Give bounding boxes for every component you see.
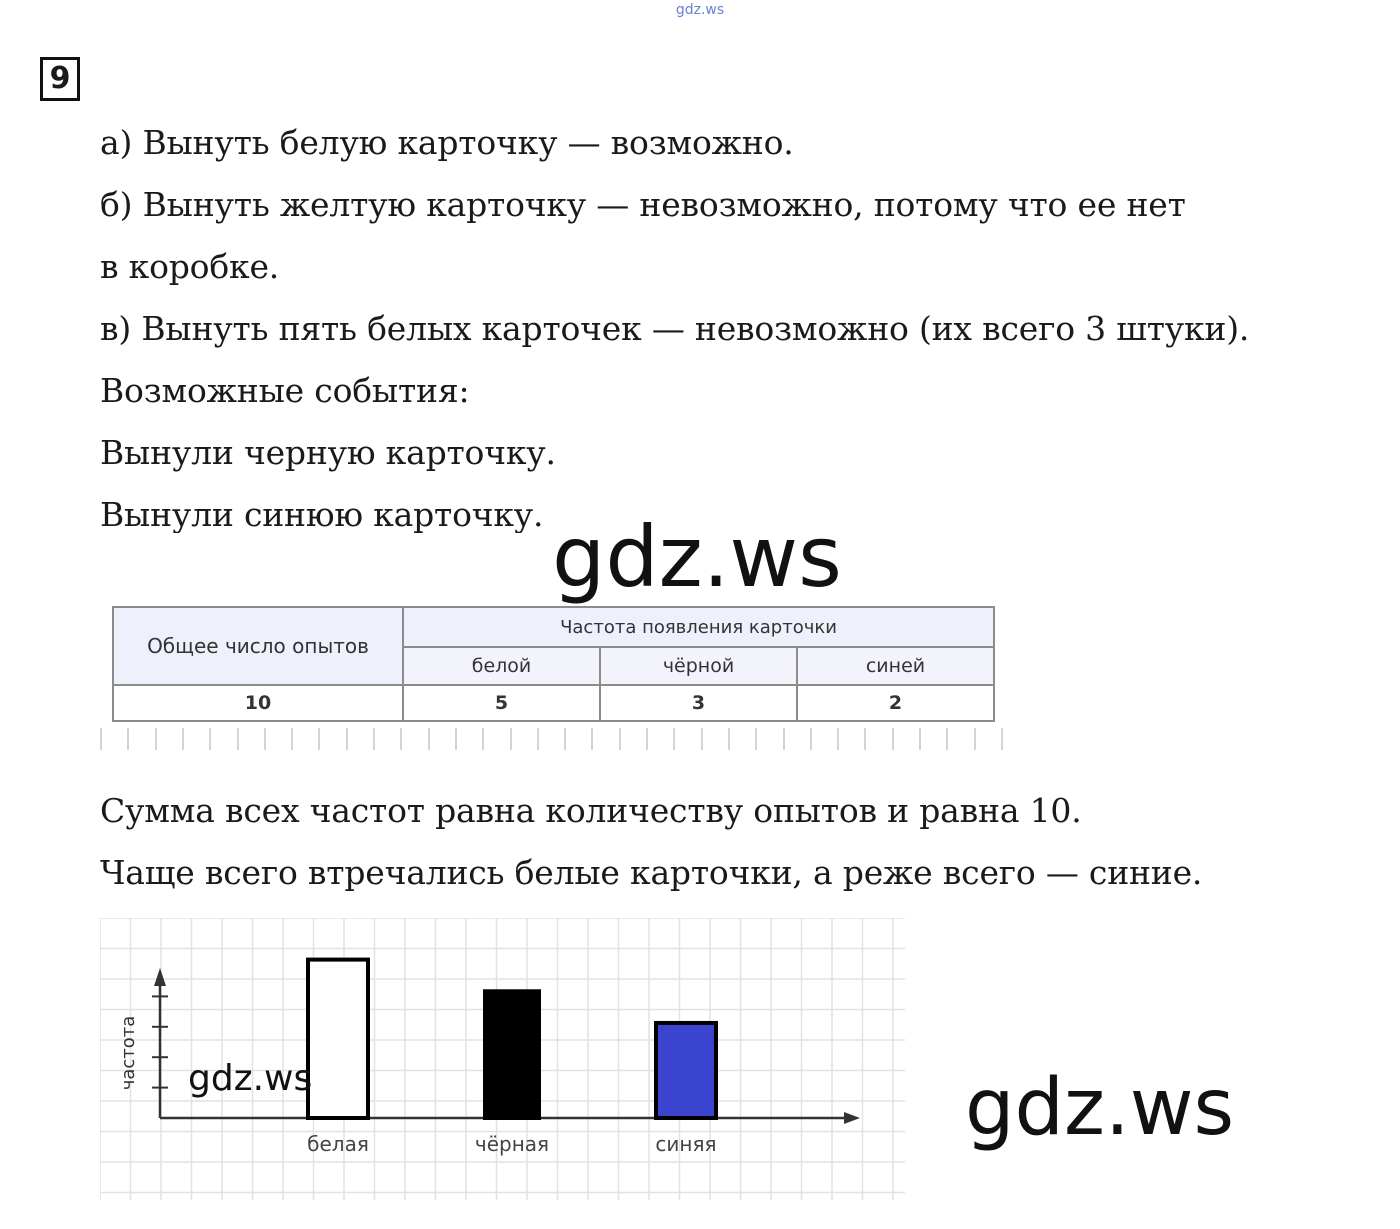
grid-tick (701, 728, 703, 750)
grid-tick (919, 728, 921, 750)
cell-total: 10 (113, 685, 403, 721)
bar-2 (485, 991, 539, 1118)
grid-tick (100, 728, 102, 750)
bar-3 (656, 1023, 716, 1118)
grid-tick (291, 728, 293, 750)
y-axis-arrow (154, 968, 166, 986)
grid-tick (591, 728, 593, 750)
conclusion-text (100, 783, 1202, 907)
category-label-3: синяя (655, 1132, 717, 1156)
grid-tick (373, 728, 375, 750)
grid-tick (728, 728, 730, 750)
watermark-chart: gdz.ws (188, 1058, 313, 1099)
watermark-top: gdz.ws (675, 2, 725, 18)
grid-tick (482, 728, 484, 750)
grid-tick (810, 728, 812, 750)
frequency-table (112, 606, 995, 722)
frequency-table-area (100, 588, 1005, 753)
grid-tick (182, 728, 184, 750)
answer-text (100, 115, 1300, 533)
header-frequency-group: Частота появления карточки (403, 607, 994, 647)
grid-tick (783, 728, 785, 750)
grid-tick (564, 728, 566, 750)
event-black: Вынули черную карточку. (100, 433, 556, 472)
conclusion-most-least: Чаще всего втречались белые карточки, а реже всего — синие. (100, 853, 1203, 892)
grid-ticks (100, 728, 1005, 752)
grid-tick (619, 728, 621, 750)
event-blue: Вынули синюю карточку. (100, 495, 544, 533)
header-total-experiments: Общее число опытов (113, 607, 403, 685)
grid-tick (428, 728, 430, 750)
answer-line-a: а) Вынуть белую карточку — возможно. (100, 123, 794, 162)
grid-tick (837, 728, 839, 750)
grid-tick (974, 728, 976, 750)
header-black: чёрной (600, 647, 797, 685)
bar-1 (308, 960, 368, 1118)
grid-tick (1001, 728, 1003, 750)
grid-tick (400, 728, 402, 750)
watermark-bottom: gdz.ws (965, 1063, 1235, 1153)
grid-tick (673, 728, 675, 750)
cell-blue: 2 (797, 685, 994, 721)
grid-tick (346, 728, 348, 750)
possible-events-heading: Возможные события: (100, 371, 470, 410)
header-blue: синей (797, 647, 994, 685)
category-label-1: белая (307, 1132, 369, 1156)
answer-line-c: в) Вынуть пять белых карточек — невозможно (их всего 3 штуки). (100, 309, 1250, 348)
grid-tick (892, 728, 894, 750)
category-label-2: чёрная (474, 1132, 550, 1156)
grid-tick (318, 728, 320, 750)
x-axis-arrow (844, 1112, 860, 1124)
watermark-main: gdz.ws (552, 508, 842, 606)
grid-tick (510, 728, 512, 750)
y-axis-label: частота (118, 1015, 139, 1091)
grid-tick (127, 728, 129, 750)
answer-line-b-cont: в коробке. (100, 247, 280, 286)
grid-tick (237, 728, 239, 750)
header-white: белой (403, 647, 600, 685)
grid-tick (155, 728, 157, 750)
task-number: 9 (40, 57, 80, 101)
grid-tick (755, 728, 757, 750)
grid-tick (264, 728, 266, 750)
grid-tick (646, 728, 648, 750)
grid-tick (946, 728, 948, 750)
grid-tick (864, 728, 866, 750)
conclusion-sum: Сумма всех частот равна количеству опытов и равна 10. (100, 791, 1082, 830)
cell-white: 5 (403, 685, 600, 721)
grid-tick (209, 728, 211, 750)
cell-black: 3 (600, 685, 797, 721)
grid-tick (455, 728, 457, 750)
table-row (113, 685, 994, 721)
answer-line-b: б) Вынуть желтую карточку — невозможно, потому что ее нет (100, 185, 1186, 224)
grid-tick (537, 728, 539, 750)
